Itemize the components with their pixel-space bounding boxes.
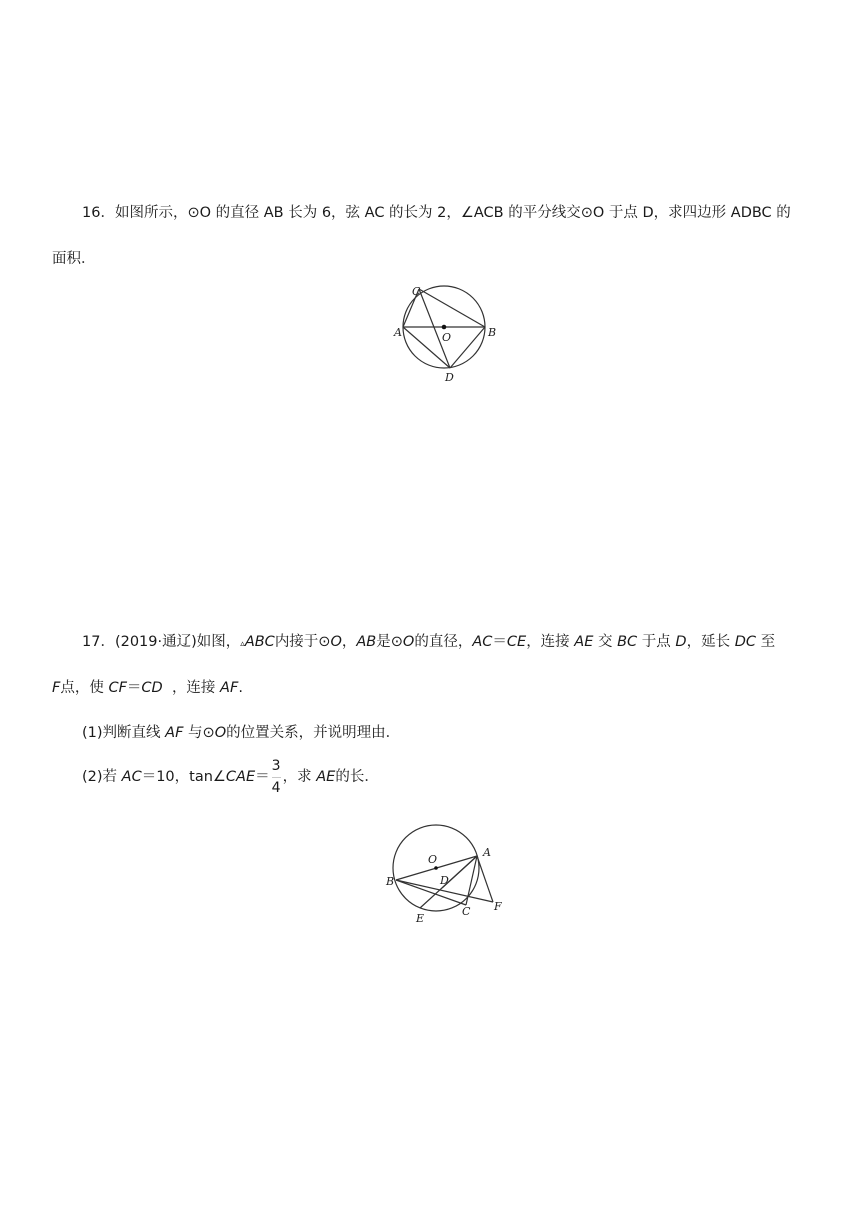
q16-segment-cb [419, 289, 485, 327]
q17-segment-af [477, 856, 493, 902]
q16-text-line1: 16．如图所示，⊙O 的直径 AB 长为 6，弦 AC 的长为 2，∠ACB 的平分线交⊙O 于点 D，求四边形 ADBC 的 [82, 205, 791, 221]
fraction-three-quarters: $\frac{3}{4}$ [271, 758, 281, 796]
q17-label-b: B [386, 875, 395, 888]
q16-label-o: O [442, 331, 452, 344]
q16-label-a: A [394, 326, 402, 339]
q17-part1: (1)判断直线 AF 与⊙O的位置关系，并说明理由． [82, 725, 401, 741]
q17-label-d: D [440, 874, 449, 887]
q17-center-dot [434, 866, 438, 870]
q17-label-o: O [428, 853, 438, 866]
q16-label-d: D [445, 371, 454, 384]
q17-text-line2: F点，使 CF＝CD ，连接 AF. [52, 680, 243, 696]
q16-figure [390, 280, 505, 385]
triangle-symbol: ▵ [240, 639, 245, 649]
q17-segment-bc [396, 880, 466, 905]
q17-text-line1: 17．(2019·通辽)如图，▵ABC内接于⊙O，AB是⊙O的直径，AC＝CE，连接 AE 交 BC 于点 D，延长 DC 至 [82, 634, 776, 650]
q17-label-c: C [462, 905, 471, 918]
q16-center-dot [442, 325, 447, 330]
q17-figure [380, 818, 510, 928]
q17-label-f: F [494, 900, 502, 913]
q17-label-a: A [483, 846, 491, 859]
q16-text-line2: 面积． [52, 251, 96, 267]
q16-label-c: C [412, 285, 421, 298]
q17-label-e: E [416, 912, 425, 925]
q16-label-b: B [488, 326, 497, 339]
q17-part2: (2)若 AC＝10，tan∠CAE＝ $\frac{3}{4}$ ，求 AE的长． [82, 758, 379, 796]
